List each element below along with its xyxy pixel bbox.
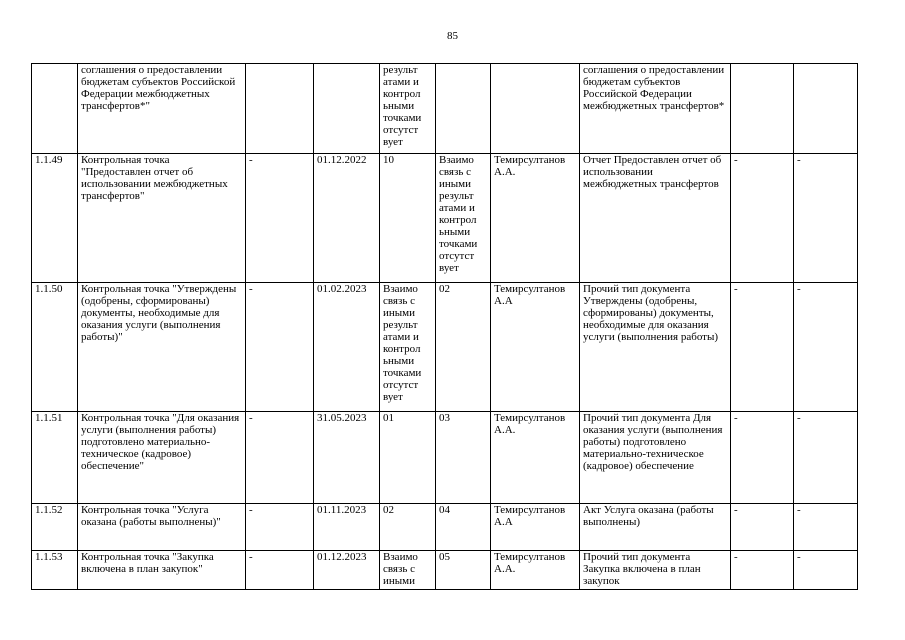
- result-document-cell: Акт Услуга оказана (работы выполнены): [580, 504, 731, 551]
- row-number-cell: [32, 64, 78, 154]
- prev-value-cell: -: [246, 154, 314, 283]
- extra-cell-9: -: [731, 504, 794, 551]
- control-point-name-cell: соглашения о предоставлении бюджетам субъектов Российской Федерации межбюджетных трансфертов*": [78, 64, 246, 154]
- control-point-name-cell: Контрольная точка "Предоставлен отчет об использовании межбюджетных трансфертов": [78, 154, 246, 283]
- predecessor-cell: 10: [380, 154, 436, 283]
- responsible-cell: Темирсултанов А.А: [491, 504, 580, 551]
- date-cell: 01.12.2022: [314, 154, 380, 283]
- page-bottom-margin: [0, 608, 905, 640]
- predecessor-cell: Взаимо связь с иными результ атами и контрол ьными точками отсутст вует: [380, 283, 436, 412]
- row-number-cell: 1.1.51: [32, 412, 78, 504]
- result-document-cell: Прочий тип документа Закупка включена в план закупок: [580, 551, 731, 590]
- successor-cell: 05: [436, 551, 491, 590]
- row-number-cell: 1.1.52: [32, 504, 78, 551]
- control-point-name-cell: Контрольная точка "Услуга оказана (работы выполнены)": [78, 504, 246, 551]
- table-row: [32, 283, 858, 412]
- predecessor-cell: Взаимо связь с иными: [380, 551, 436, 590]
- successor-cell: 03: [436, 412, 491, 504]
- prev-value-cell: -: [246, 551, 314, 590]
- responsible-cell: Темирсултанов А.А.: [491, 154, 580, 283]
- extra-cell-9: -: [731, 154, 794, 283]
- predecessor-cell: 01: [380, 412, 436, 504]
- successor-cell: 02: [436, 283, 491, 412]
- responsible-cell: Темирсултанов А.А: [491, 283, 580, 412]
- successor-cell: 04: [436, 504, 491, 551]
- table-row: [32, 154, 858, 283]
- row-number-cell: 1.1.49: [32, 154, 78, 283]
- prev-value-cell: -: [246, 283, 314, 412]
- date-cell: [314, 64, 380, 154]
- extra-cell-9: -: [731, 551, 794, 590]
- predecessor-cell: результ атами и контрол ьными точками отсутст вует: [380, 64, 436, 154]
- extra-cell-10: -: [794, 551, 858, 590]
- page-number: 85: [447, 30, 458, 42]
- extra-cell-10: -: [794, 504, 858, 551]
- extra-cell-9: -: [731, 412, 794, 504]
- prev-value-cell: [246, 64, 314, 154]
- extra-cell-10: [794, 64, 858, 154]
- table-row: [32, 412, 858, 504]
- responsible-cell: Темирсултанов А.А.: [491, 412, 580, 504]
- date-cell: 31.05.2023: [314, 412, 380, 504]
- predecessor-cell: 02: [380, 504, 436, 551]
- extra-cell-9: -: [731, 283, 794, 412]
- control-point-name-cell: Контрольная точка "Утверждены (одобрены, сформированы) документы, необходимые для оказания услуги (выполнения работы)": [78, 283, 246, 412]
- table-row: [32, 64, 858, 154]
- control-point-name-cell: Контрольная точка "Для оказания услуги (выполнения работы) подготовлено материально-техническое (кадровое) обеспечение": [78, 412, 246, 504]
- row-number-cell: 1.1.53: [32, 551, 78, 590]
- prev-value-cell: -: [246, 504, 314, 551]
- extra-cell-10: -: [794, 154, 858, 283]
- responsible-cell: [491, 64, 580, 154]
- row-number-cell: 1.1.50: [32, 283, 78, 412]
- date-cell: 01.02.2023: [314, 283, 380, 412]
- result-document-cell: соглашения о предоставлении бюджетам субъектов Российской Федерации межбюджетных трансфертов*: [580, 64, 731, 154]
- result-document-cell: Отчет Предоставлен отчет об использовании межбюджетных трансфертов: [580, 154, 731, 283]
- result-document-cell: Прочий тип документа Утверждены (одобрены, сформированы) документы, необходимые для оказания услуги (выполнения работы): [580, 283, 731, 412]
- extra-cell-10: -: [794, 412, 858, 504]
- control-points-table: [31, 63, 858, 590]
- control-point-name-cell: Контрольная точка "Закупка включена в план закупок": [78, 551, 246, 590]
- successor-cell: [436, 64, 491, 154]
- table-row: [32, 551, 858, 590]
- date-cell: 01.12.2023: [314, 551, 380, 590]
- table-row: [32, 504, 858, 551]
- extra-cell-9: [731, 64, 794, 154]
- extra-cell-10: -: [794, 283, 858, 412]
- prev-value-cell: -: [246, 412, 314, 504]
- result-document-cell: Прочий тип документа Для оказания услуги (выполнения работы) подготовлено материально-техническое (кадровое) обеспечение: [580, 412, 731, 504]
- date-cell: 01.11.2023: [314, 504, 380, 551]
- successor-cell: Взаимо связь с иными результ атами и контрол ьными точками отсутст вует: [436, 154, 491, 283]
- responsible-cell: Темирсултанов А.А.: [491, 551, 580, 590]
